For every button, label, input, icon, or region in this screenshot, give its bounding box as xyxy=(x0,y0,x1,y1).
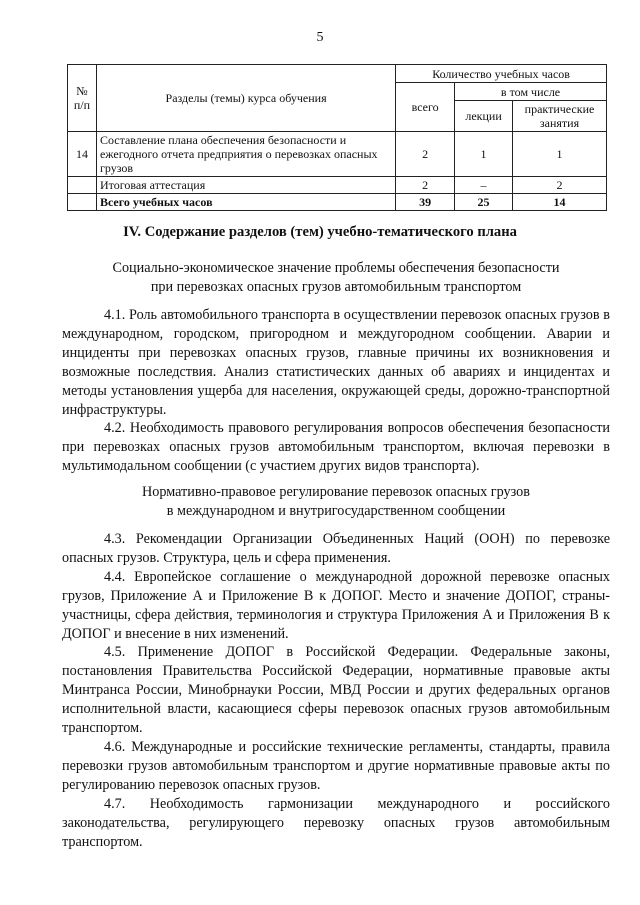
row-lectures: – xyxy=(455,177,513,194)
paragraph: 4.2. Необходимость правового регулирования вопросов обеспечения безопасности при перевозках опасных грузов автомобильным транспортом, включая перевозки в мультимодальном сообщении (с участием других видов транспорта). xyxy=(62,420,610,475)
row-total: 39 xyxy=(396,194,455,211)
row-title: Итоговая аттестация xyxy=(96,177,395,194)
paragraph-group xyxy=(62,530,610,851)
header-sections: Разделы (темы) курса обучения xyxy=(96,65,395,132)
paragraph: 4.5. Применение ДОПОГ в Российской Федерации. Федеральные законы, постановления Правительства Российской Федерации, нормативные правовые акты Минтранса России, Минобрнауки России, МВД России и других федеральных органов исполнительной власти, касающиеся сферы перевозок опасных грузов автомобильным транспортом. xyxy=(62,644,610,737)
row-practical: 2 xyxy=(513,177,607,194)
row-total: 2 xyxy=(396,132,455,177)
paragraph: 4.7. Необходимость гармонизации международного и российского законодательства, регулирующего перевозку опасных грузов автомобильным транспортом. xyxy=(62,795,610,850)
table-row xyxy=(68,132,607,177)
table-row xyxy=(68,177,607,194)
paragraph: 4.4. Европейское соглашение о международной дорожной перевозке опасных грузов, Приложение А и Приложение В к ДОПОГ. Место и значение ДОПОГ, страны-участницы, сфера действия, терминология и структура Приложения А и Приложения В к ДОПОГ и внесение в них изменений. xyxy=(62,568,610,642)
row-num xyxy=(68,177,97,194)
row-num xyxy=(68,194,97,211)
paragraph-group xyxy=(62,306,610,476)
row-lectures: 25 xyxy=(455,194,513,211)
header-lectures: лекции xyxy=(455,101,513,132)
row-practical: 1 xyxy=(513,132,607,177)
section-heading: IV. Содержание разделов (тем) учебно-тематического плана xyxy=(123,224,517,240)
row-title: Всего учебных часов xyxy=(96,194,395,211)
header-total: всего xyxy=(396,83,455,132)
row-lectures: 1 xyxy=(455,132,513,177)
header-num: № п/п xyxy=(68,65,97,132)
row-title: Составление плана обеспечения безопасности и ежегодного отчета предприятия о перевозках опасных грузов xyxy=(96,132,395,177)
row-num: 14 xyxy=(68,132,97,177)
page-number: 5 xyxy=(316,30,324,45)
table-total-row xyxy=(68,194,607,211)
paragraph: 4.1. Роль автомобильного транспорта в осуществлении перевозок опасных грузов в международном, городском, пригородном и междугородном сообщении. Аварии и инциденты при перевозках опасных грузов, главные причины их возникновения и возможные последствия. Анализ статистических данных об авариях и инцидентах и методы установления ущерба для населения, окружающей среды, дорожно-транспортной инфраструктуры. xyxy=(62,307,610,418)
subsection-heading-line: в международном и внутригосударственном сообщении xyxy=(166,502,506,519)
paragraph: 4.3. Рекомендации Организации Объединенных Наций (ООН) по перевозке опасных грузов. Структура, цель и сфера применения. xyxy=(62,531,610,566)
header-including: в том числе xyxy=(455,83,607,101)
header-hours: Количество учебных часов xyxy=(396,65,607,83)
row-practical: 14 xyxy=(513,194,607,211)
subsection-heading-line: при перевозках опасных грузов автомобильным транспортом xyxy=(150,278,522,295)
paragraph: 4.6. Международные и российские технические регламенты, стандарты, правила перевозки грузов автомобильным транспортом и другие нормативные правовые акты по регулированию перевозок опасных грузов. xyxy=(62,738,610,793)
header-practical: практические занятия xyxy=(513,101,607,132)
subsection-heading-line: Социально-экономическое значение проблемы обеспечения безопасности xyxy=(112,260,560,276)
subsection-heading xyxy=(62,259,610,297)
row-total: 2 xyxy=(396,177,455,194)
subsection-heading-line: Нормативно-правовое регулирование перевозок опасных грузов xyxy=(142,484,530,500)
subsection-heading xyxy=(62,483,610,521)
course-plan-table xyxy=(67,64,607,211)
table-header-row xyxy=(68,65,607,83)
